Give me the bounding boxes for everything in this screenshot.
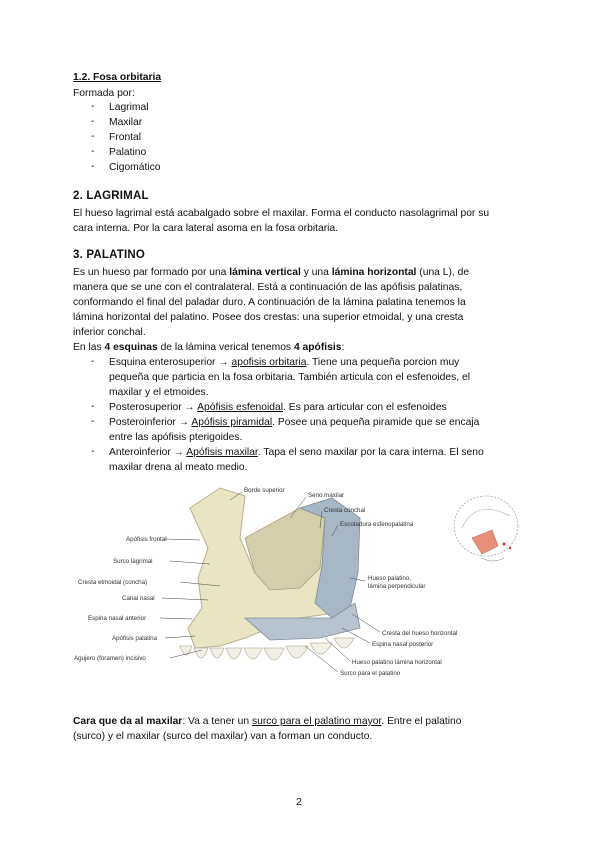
paragraph-line [73, 265, 529, 280]
figure-label: Surco para el palatino [340, 670, 401, 677]
underlined-term: Apófisis piramidal [191, 417, 273, 428]
paragraph-line: lámina horizontal del palatino. Posee dos crestas: una superior etmoidal, y una cresta [73, 312, 464, 323]
paragraph-line: El hueso lagrimal está acabalgado sobre el maxilar. Forma el conducto nasolagrimal por su [73, 208, 490, 219]
underlined-term: Apófisis esfenoidal [197, 402, 283, 413]
text-run: Anteroinferior → [109, 447, 187, 458]
bold-term: lámina horizontal [331, 267, 417, 278]
paragraph-line: cara interna. Por la cara lateral asoma en la fosa orbitaria. [73, 223, 338, 234]
text-run: Posterosuperior → [109, 402, 198, 413]
list-item [109, 415, 529, 430]
figure-label: Seno maxilar [308, 492, 345, 499]
text-run: . Tiene una pequeña porcion muy [306, 357, 460, 368]
figure-label: Espina nasal posterior [372, 641, 434, 648]
list-item: Lagrimal [109, 102, 149, 113]
maxillary-bone-illustration [70, 478, 530, 700]
text-run: . Tapa el seno maxilar por la cara interna. El seno [257, 447, 484, 458]
paragraph-line: inferior conchal. [73, 327, 146, 338]
list-item [109, 400, 447, 415]
bold-term: lámina vertical [229, 267, 301, 278]
page-number: 2 [296, 796, 302, 808]
bullet-dash: - [91, 401, 95, 412]
text-run: : Va a tener un [182, 716, 252, 727]
section-title-palatino: 3. PALATINO [73, 249, 146, 261]
text-run: . Entre el palatino [381, 716, 462, 727]
text-run: : [341, 342, 345, 353]
paragraph-line [73, 714, 529, 729]
bullet-dash: - [91, 101, 95, 112]
bullet-dash: - [91, 116, 95, 127]
bullet-dash: - [91, 446, 95, 457]
list-item [109, 445, 529, 460]
bullet-dash: - [91, 131, 95, 142]
list-item [109, 355, 529, 370]
bullet-dash: - [91, 161, 95, 172]
figure-label: Escotadura esfenopalatina [340, 521, 414, 528]
text-run: Esquina enterosuperior → [109, 357, 232, 368]
text-run: . Posee una pequeña piramide que se encaja [272, 417, 480, 428]
list-item-continuation: maxilar y el etmoides. [109, 387, 209, 398]
section-title-fosa-orbitaria: 1.2. Fosa orbitaria [73, 72, 162, 83]
list-item: Maxilar [109, 117, 143, 128]
figure-label: Borde superior [244, 487, 285, 494]
text-run: y una [300, 267, 332, 278]
figure-label: Surco lagrimal [113, 558, 153, 565]
paragraph-line: manera que se une con el contralateral. Está a continuación de las apófisis palatinas, [73, 282, 463, 293]
figure-label: Espina nasal anterior [88, 615, 147, 622]
text-run: de la lámina verical tenemos [157, 342, 294, 353]
figure-label: Canal nasal [122, 595, 155, 602]
figure-label: Cresta del hueso horizontal [382, 630, 458, 637]
bold-term: 4 esquinas [104, 342, 158, 353]
underlined-term: Apófisis maxilar [186, 447, 258, 458]
figure-label: Agujero (foramen) incisivo [74, 655, 146, 662]
section-title-lagrimal: 2. LAGRIMAL [73, 190, 149, 202]
paragraph-line: (surco) y el maxilar (surco del maxilar) van a forman un conducto. [73, 731, 373, 742]
bold-term: Cara que da al maxilar [73, 716, 183, 727]
paragraph-line: conformando el final del paladar duro. A continuación de la lámina palatina tenemos la [73, 297, 466, 308]
intro-text: Formada por: [73, 88, 135, 99]
text-run: Es un hueso par formado por una [73, 267, 230, 278]
list-item-continuation: pequeña que particia en la fosa orbitaria. También articula con el esfenoides, el [109, 372, 471, 383]
bullet-dash: - [91, 416, 95, 427]
figure-label: Apófisis frontal [126, 536, 167, 543]
figure-label: Cresta conchal [324, 507, 366, 514]
list-item-continuation: entre las apófisis pterigoides. [109, 432, 243, 443]
figure-label: Hueso palatino lámina horizontal [352, 659, 442, 666]
text-run: En las [73, 342, 105, 353]
list-item: Palatino [109, 147, 147, 158]
figure-label: Hueso palatino, [368, 575, 411, 582]
text-run: (una L), de [416, 267, 470, 278]
list-item: Cigomático [109, 162, 161, 173]
list-item: Frontal [109, 132, 142, 143]
figure-label: lámina perpendicular [368, 583, 426, 590]
bullet-dash: - [91, 356, 95, 367]
underlined-term: surco para el palatino mayor [251, 716, 382, 727]
figure-label: Apófisis palatina [112, 635, 158, 642]
text-run: . Es para articular con el esfenoides [283, 402, 447, 413]
skull-inset [454, 496, 518, 561]
bold-term: 4 apófisis [293, 342, 342, 353]
bullet-dash: - [91, 146, 95, 157]
text-run: Posteroinferior → [109, 417, 192, 428]
underlined-term: apofisis orbitaria [231, 357, 307, 368]
list-item-continuation: maxilar drena al meato medio. [109, 462, 248, 473]
figure-label: Cresta etmoidal (concha) [78, 579, 148, 586]
paragraph-line [73, 340, 344, 355]
